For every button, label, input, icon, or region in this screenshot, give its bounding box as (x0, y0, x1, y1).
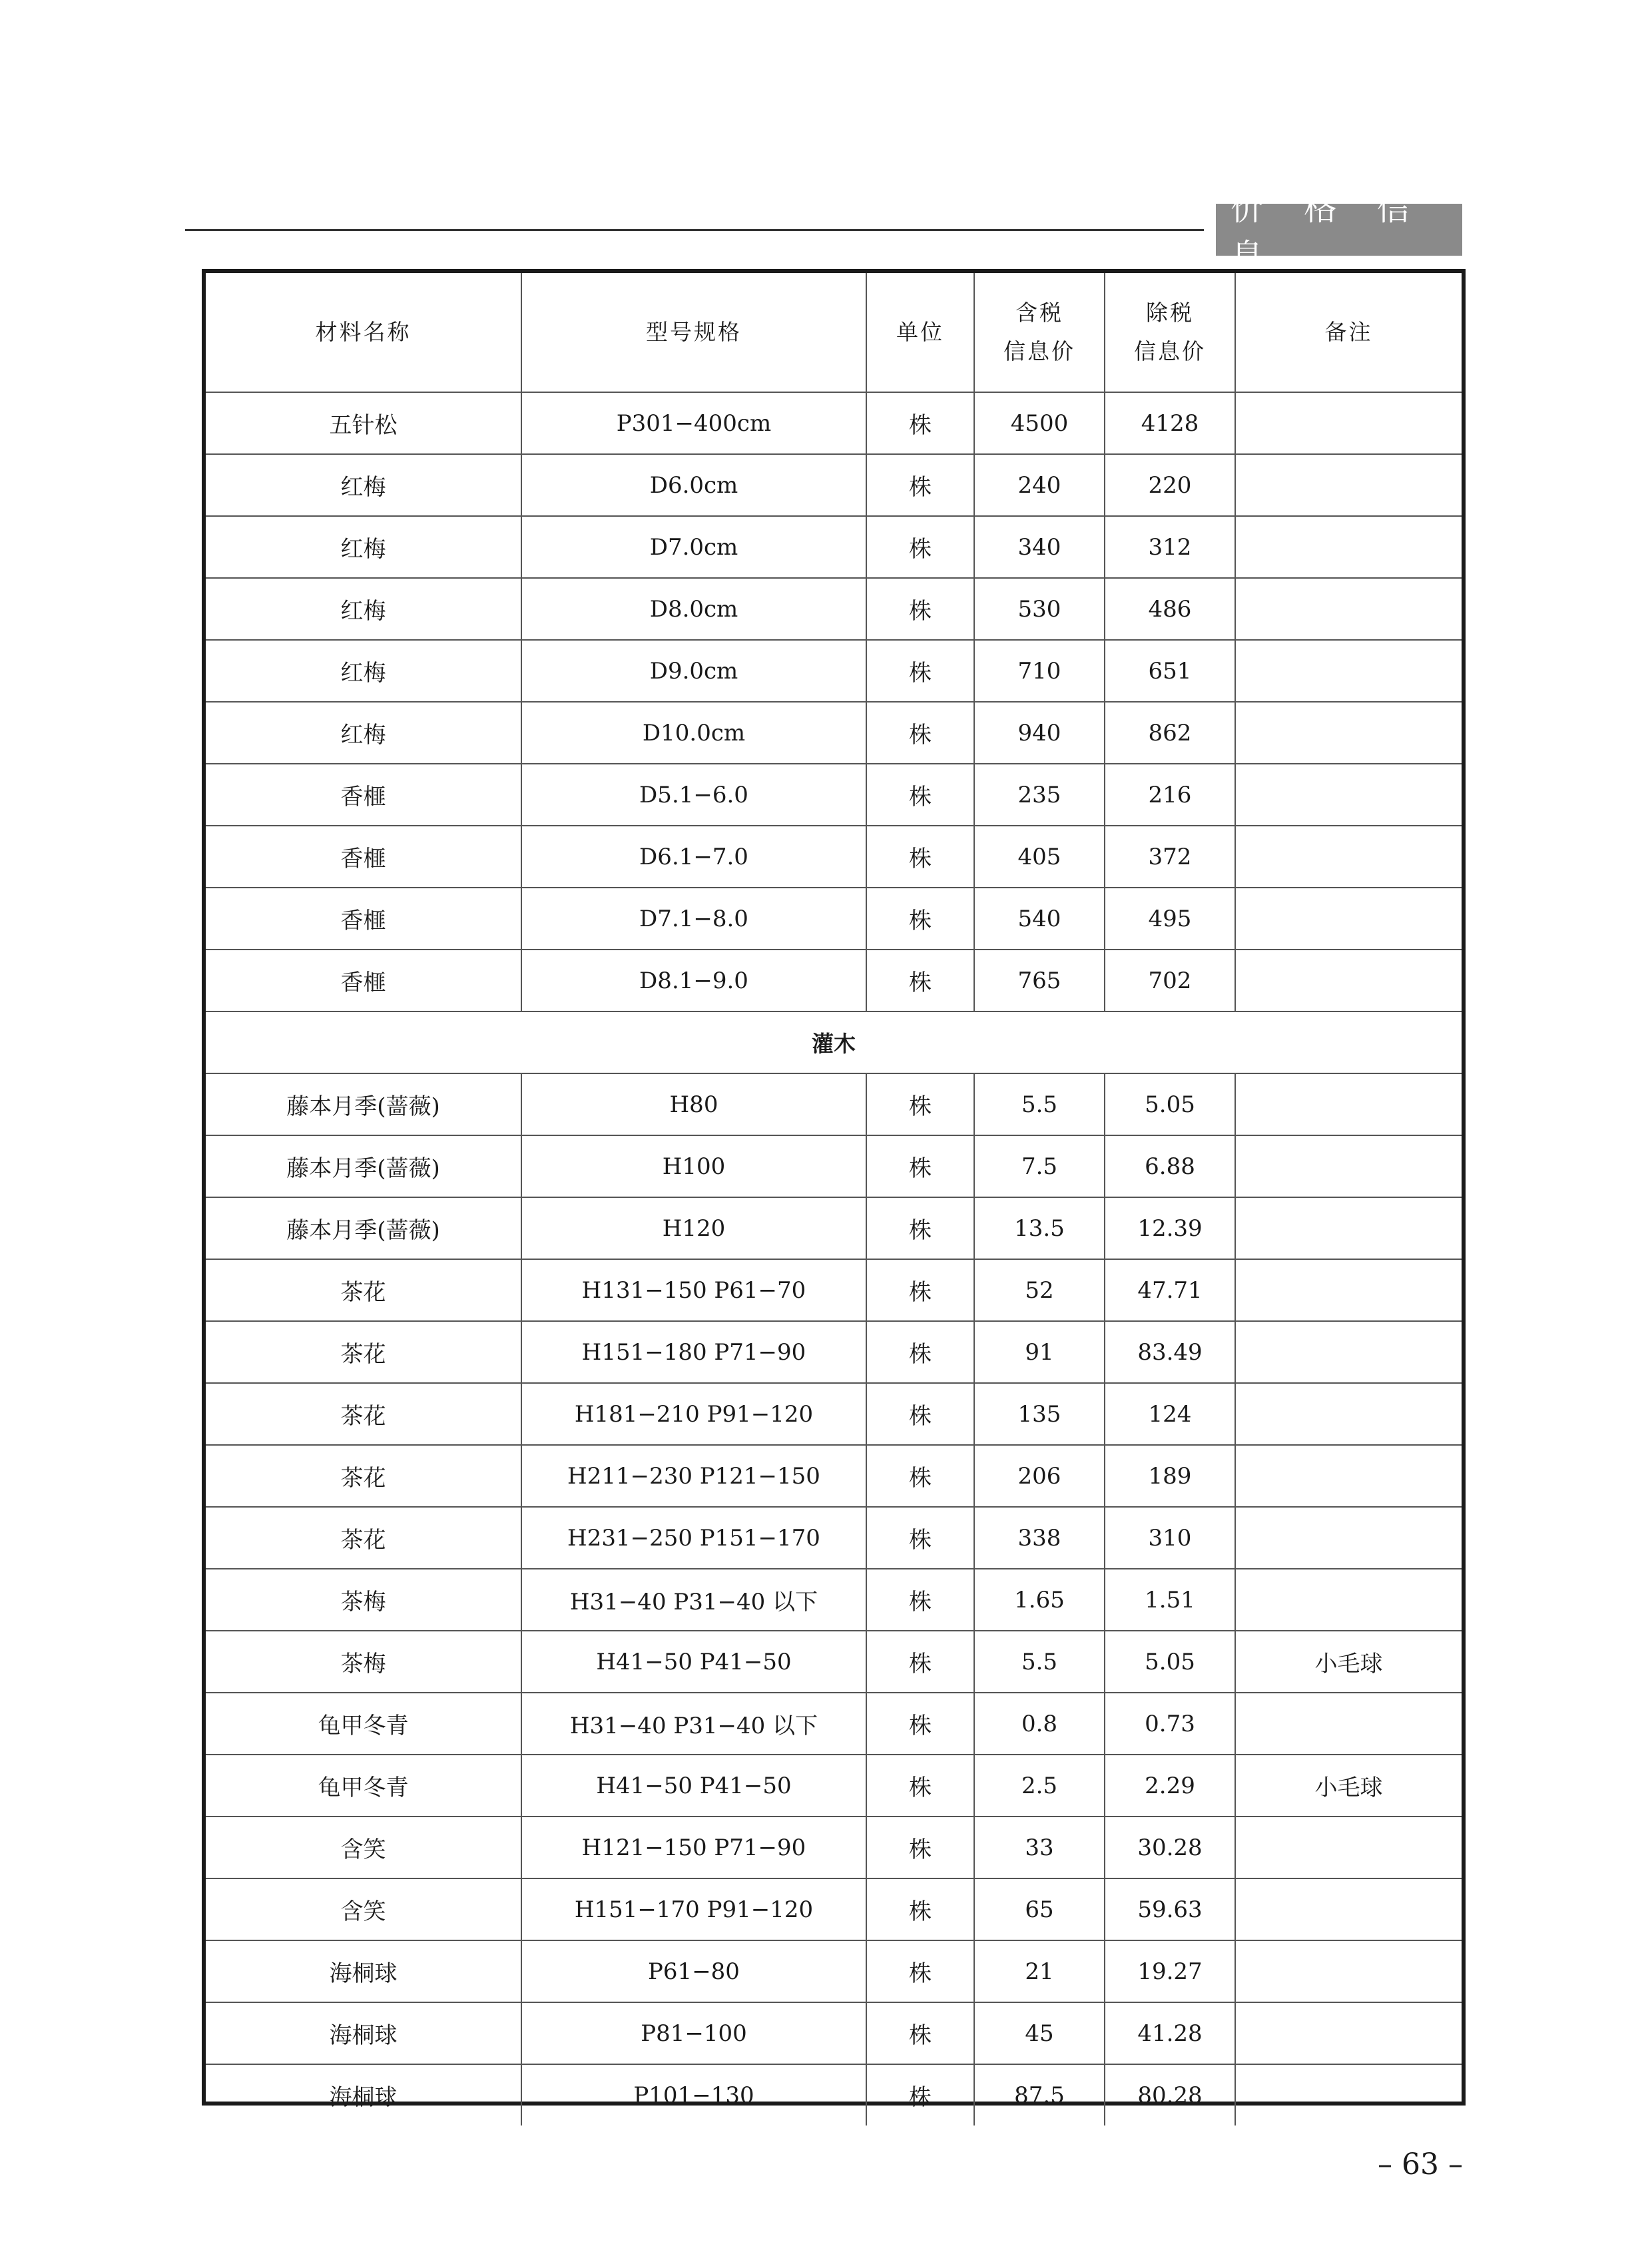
cell-tax: 7.5 (974, 1135, 1105, 1197)
cell-unit: 株 (866, 888, 974, 950)
cell-unit: 株 (866, 1817, 974, 1878)
table-row (206, 1135, 1462, 1197)
cell-tax: 340 (974, 516, 1105, 578)
cell-name: 红梅 (206, 578, 521, 640)
cell-note (1235, 1321, 1462, 1383)
cell-unit: 株 (866, 2064, 974, 2125)
cell-note (1235, 950, 1462, 1011)
cell-notax: 495 (1105, 888, 1235, 950)
cell-unit: 株 (866, 1878, 974, 1940)
cell-unit: 株 (866, 1445, 974, 1507)
cell-name: 茶花 (206, 1383, 521, 1445)
cell-spec: H181−210 P91−120 (521, 1383, 866, 1445)
cell-note (1235, 1073, 1462, 1135)
col-header-price-tax (974, 273, 1105, 392)
cell-spec: D7.0cm (521, 516, 866, 578)
cell-unit: 株 (866, 1197, 974, 1259)
cell-name: 茶花 (206, 1507, 521, 1569)
cell-note (1235, 1569, 1462, 1631)
cell-notax: 30.28 (1105, 1817, 1235, 1878)
cell-tax: 52 (974, 1259, 1105, 1321)
cell-note (1235, 1940, 1462, 2002)
cell-tax: 13.5 (974, 1197, 1105, 1259)
cell-unit: 株 (866, 950, 974, 1011)
cell-unit: 株 (866, 1755, 974, 1817)
table-row (206, 1940, 1462, 2002)
cell-unit: 株 (866, 702, 974, 764)
cell-note: 小毛球 (1235, 1755, 1462, 1817)
cell-spec: P61−80 (521, 1940, 866, 2002)
cell-spec: H41−50 P41−50 (521, 1755, 866, 1817)
table-row (206, 578, 1462, 640)
cell-tax: 0.8 (974, 1693, 1105, 1755)
cell-spec: D6.0cm (521, 454, 866, 516)
cell-notax: 83.49 (1105, 1321, 1235, 1383)
cell-spec: H31−40 P31−40 以下 (521, 1693, 866, 1755)
cell-tax: 5.5 (974, 1631, 1105, 1693)
table-header-row (206, 273, 1462, 392)
cell-name: 香榧 (206, 888, 521, 950)
table-row (206, 950, 1462, 1011)
cell-spec: H121−150 P71−90 (521, 1817, 866, 1878)
cell-notax: 651 (1105, 640, 1235, 702)
cell-spec: H80 (521, 1073, 866, 1135)
cell-spec: D8.0cm (521, 578, 866, 640)
cell-tax: 2.5 (974, 1755, 1105, 1817)
table-row (206, 516, 1462, 578)
cell-notax: 372 (1105, 826, 1235, 888)
table-row (206, 764, 1462, 826)
table-row (206, 454, 1462, 516)
table-row (206, 1445, 1462, 1507)
cell-tax: 87.5 (974, 2064, 1105, 2125)
table-row (206, 1693, 1462, 1755)
cell-note (1235, 2002, 1462, 2064)
cell-unit: 株 (866, 578, 974, 640)
cell-unit: 株 (866, 1259, 974, 1321)
cell-spec: H100 (521, 1135, 866, 1197)
cell-name: 茶花 (206, 1445, 521, 1507)
cell-unit: 株 (866, 1383, 974, 1445)
table-row (206, 640, 1462, 702)
price-table (202, 269, 1466, 2111)
cell-spec: D10.0cm (521, 702, 866, 764)
cell-tax: 65 (974, 1878, 1105, 1940)
cell-note (1235, 1445, 1462, 1507)
col-header-price-tax-line1: 含税 (1015, 300, 1063, 326)
cell-unit: 株 (866, 826, 974, 888)
col-header-spec: 型号规格 (521, 273, 866, 392)
table-row (206, 1878, 1462, 1940)
cell-spec: D8.1−9.0 (521, 950, 866, 1011)
cell-note (1235, 578, 1462, 640)
cell-name: 茶花 (206, 1259, 521, 1321)
table-row (206, 1073, 1462, 1135)
cell-note (1235, 888, 1462, 950)
cell-spec: P81−100 (521, 2002, 866, 2064)
cell-tax: 235 (974, 764, 1105, 826)
cell-name: 红梅 (206, 640, 521, 702)
cell-notax: 59.63 (1105, 1878, 1235, 1940)
cell-notax: 702 (1105, 950, 1235, 1011)
cell-unit: 株 (866, 1073, 974, 1135)
cell-name: 含笑 (206, 1817, 521, 1878)
cell-tax: 240 (974, 454, 1105, 516)
cell-spec: D5.1−6.0 (521, 764, 866, 826)
col-header-price-notax-line1: 除税 (1146, 300, 1194, 326)
table-row (206, 392, 1462, 454)
cell-name: 藤本月季(蔷薇) (206, 1197, 521, 1259)
col-header-price-notax-line2: 信息价 (1134, 338, 1206, 364)
cell-tax: 206 (974, 1445, 1105, 1507)
cell-note (1235, 392, 1462, 454)
table-row (206, 2002, 1462, 2064)
cell-note (1235, 2064, 1462, 2125)
cell-name: 龟甲冬青 (206, 1755, 521, 1817)
cell-spec: P101−130 (521, 2064, 866, 2125)
table-row (206, 826, 1462, 888)
cell-unit: 株 (866, 1507, 974, 1569)
cell-spec: H120 (521, 1197, 866, 1259)
cell-unit: 株 (866, 1631, 974, 1693)
cell-tax: 405 (974, 826, 1105, 888)
table-row (206, 1383, 1462, 1445)
cell-unit: 株 (866, 2002, 974, 2064)
cell-spec: H231−250 P151−170 (521, 1507, 866, 1569)
cell-note (1235, 764, 1462, 826)
cell-tax: 710 (974, 640, 1105, 702)
cell-unit: 株 (866, 392, 974, 454)
cell-unit: 株 (866, 1321, 974, 1383)
cell-tax: 540 (974, 888, 1105, 950)
cell-note: 小毛球 (1235, 1631, 1462, 1693)
cell-spec: P301−400cm (521, 392, 866, 454)
cell-name: 藤本月季(蔷薇) (206, 1073, 521, 1135)
cell-name: 五针松 (206, 392, 521, 454)
cell-note (1235, 640, 1462, 702)
cell-notax: 5.05 (1105, 1631, 1235, 1693)
header-rule (185, 229, 1204, 231)
cell-notax: 5.05 (1105, 1073, 1235, 1135)
cell-tax: 91 (974, 1321, 1105, 1383)
table-row (206, 888, 1462, 950)
cell-name: 海桐球 (206, 2002, 521, 2064)
cell-name: 香榧 (206, 764, 521, 826)
cell-notax: 47.71 (1105, 1259, 1235, 1321)
cell-name: 红梅 (206, 454, 521, 516)
cell-spec: H41−50 P41−50 (521, 1631, 866, 1693)
cell-spec: H151−180 P71−90 (521, 1321, 866, 1383)
cell-name: 茶梅 (206, 1631, 521, 1693)
cell-note (1235, 702, 1462, 764)
cell-note (1235, 1135, 1462, 1197)
cell-note (1235, 1693, 1462, 1755)
cell-notax: 216 (1105, 764, 1235, 826)
cell-spec: D9.0cm (521, 640, 866, 702)
cell-name: 海桐球 (206, 2064, 521, 2125)
cell-name: 香榧 (206, 950, 521, 1011)
section-label: 灌木 (206, 1011, 1462, 1073)
cell-unit: 株 (866, 1135, 974, 1197)
cell-spec: H211−230 P121−150 (521, 1445, 866, 1507)
table-row (206, 2064, 1462, 2125)
table-row (206, 1259, 1462, 1321)
cell-unit: 株 (866, 764, 974, 826)
cell-notax: 189 (1105, 1445, 1235, 1507)
cell-note (1235, 1197, 1462, 1259)
cell-name: 茶梅 (206, 1569, 521, 1631)
cell-unit: 株 (866, 454, 974, 516)
cell-name: 红梅 (206, 702, 521, 764)
cell-note (1235, 1259, 1462, 1321)
cell-note (1235, 1383, 1462, 1445)
cell-tax: 135 (974, 1383, 1105, 1445)
cell-tax: 4500 (974, 392, 1105, 454)
cell-notax: 124 (1105, 1383, 1235, 1445)
col-header-price-tax-line2: 信息价 (1003, 338, 1075, 364)
section-title: 价 格 信 息 (1216, 204, 1462, 256)
cell-unit: 株 (866, 1569, 974, 1631)
page-number: – 63 – (1378, 2147, 1463, 2181)
cell-notax: 310 (1105, 1507, 1235, 1569)
col-header-unit: 单位 (866, 273, 974, 392)
cell-unit: 株 (866, 1940, 974, 2002)
cell-notax: 1.51 (1105, 1569, 1235, 1631)
cell-tax: 45 (974, 2002, 1105, 2064)
cell-notax: 80.28 (1105, 2064, 1235, 2125)
cell-notax: 6.88 (1105, 1135, 1235, 1197)
cell-notax: 12.39 (1105, 1197, 1235, 1259)
cell-unit: 株 (866, 1693, 974, 1755)
table-row (206, 1755, 1462, 1817)
cell-note (1235, 826, 1462, 888)
cell-notax: 0.73 (1105, 1693, 1235, 1755)
cell-name: 含笑 (206, 1878, 521, 1940)
cell-note (1235, 454, 1462, 516)
cell-notax: 862 (1105, 702, 1235, 764)
table-row (206, 1321, 1462, 1383)
cell-notax: 4128 (1105, 392, 1235, 454)
cell-tax: 21 (974, 1940, 1105, 2002)
table-row (206, 1817, 1462, 1878)
cell-note (1235, 516, 1462, 578)
table-row (206, 1569, 1462, 1631)
cell-notax: 220 (1105, 454, 1235, 516)
cell-tax: 33 (974, 1817, 1105, 1878)
cell-name: 红梅 (206, 516, 521, 578)
cell-notax: 41.28 (1105, 2002, 1235, 2064)
cell-notax: 19.27 (1105, 1940, 1235, 2002)
cell-notax: 312 (1105, 516, 1235, 578)
col-header-name: 材料名称 (206, 273, 521, 392)
cell-name: 龟甲冬青 (206, 1693, 521, 1755)
cell-unit: 株 (866, 516, 974, 578)
cell-spec: D6.1−7.0 (521, 826, 866, 888)
cell-note (1235, 1878, 1462, 1940)
cell-name: 茶花 (206, 1321, 521, 1383)
cell-unit: 株 (866, 640, 974, 702)
table-row (206, 1507, 1462, 1569)
cell-spec: D7.1−8.0 (521, 888, 866, 950)
cell-spec: H131−150 P61−70 (521, 1259, 866, 1321)
cell-name: 海桐球 (206, 1940, 521, 2002)
cell-spec: H151−170 P91−120 (521, 1878, 866, 1940)
table-row (206, 1631, 1462, 1693)
cell-tax: 5.5 (974, 1073, 1105, 1135)
cell-tax: 338 (974, 1507, 1105, 1569)
cell-note (1235, 1507, 1462, 1569)
cell-tax: 530 (974, 578, 1105, 640)
cell-tax: 1.65 (974, 1569, 1105, 1631)
col-header-note: 备注 (1235, 273, 1462, 392)
cell-name: 香榧 (206, 826, 521, 888)
col-header-price-notax (1105, 273, 1235, 392)
cell-tax: 765 (974, 950, 1105, 1011)
table-row (206, 702, 1462, 764)
table-row (206, 1197, 1462, 1259)
cell-notax: 2.29 (1105, 1755, 1235, 1817)
cell-tax: 940 (974, 702, 1105, 764)
cell-note (1235, 1817, 1462, 1878)
cell-spec: H31−40 P31−40 以下 (521, 1569, 866, 1631)
cell-notax: 486 (1105, 578, 1235, 640)
section-row (206, 1011, 1462, 1073)
cell-name: 藤本月季(蔷薇) (206, 1135, 521, 1197)
